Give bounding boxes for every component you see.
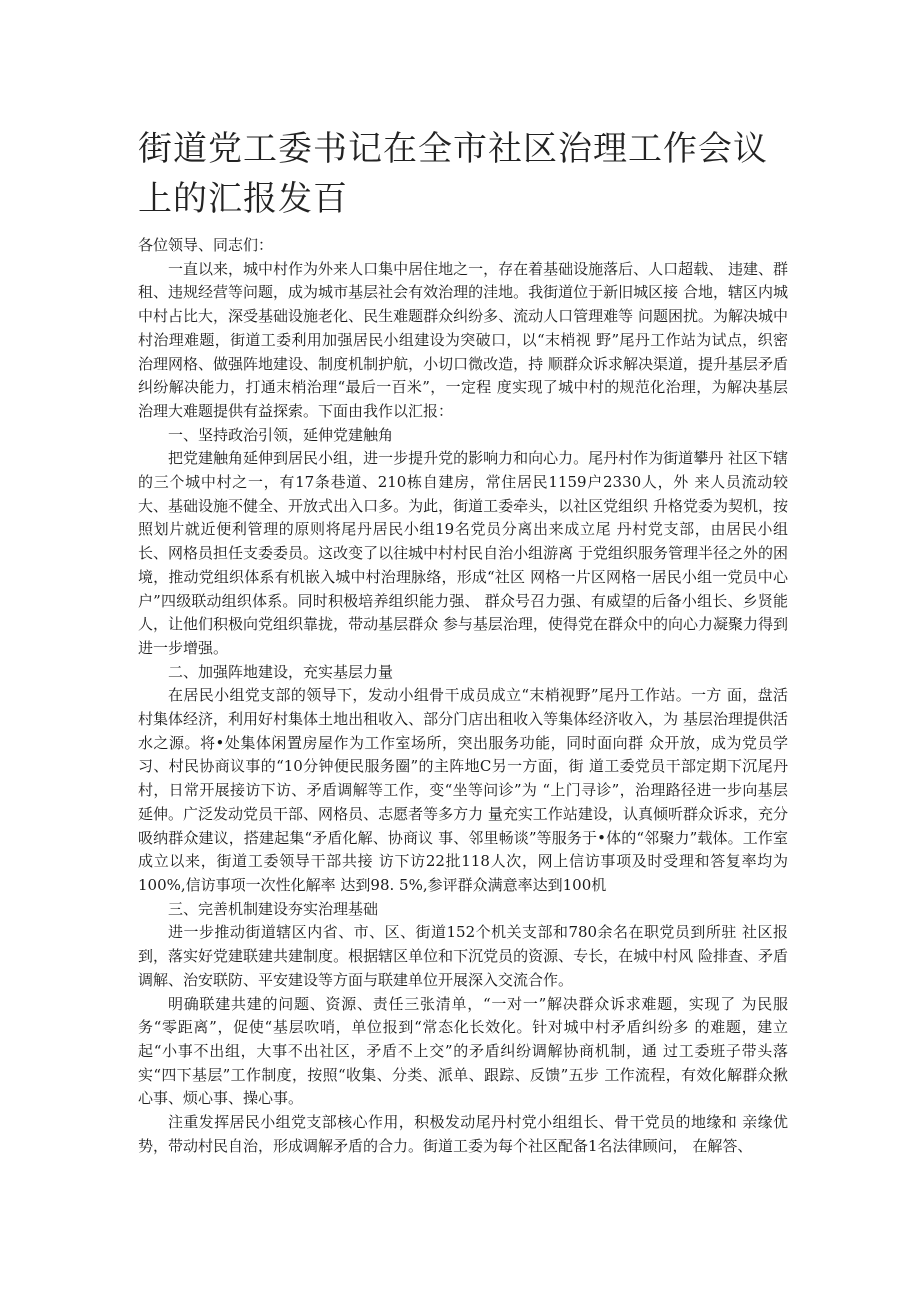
intro-paragraph: 一直以来，城中村作为外来人口集中居住地之一，存在着基础设施落后、人口超载、 违建、群租、违规经营等问题，成为城市基层社会有效治理的洼地。我街道位于新旧城区接 合地，辖区内城中村占比大，深受基础设施老化、民生难题群众纠纷多、流动人口管理难等 问题困扰。为解决城中村治理难题，街道工委利用加强居民小组建设为突破口，以“末梢视 野”尾丹工作站为试点，织密治理网格、做强阵地建设、制度机制护航，小切口微改造，持 顺群众诉求解决渠道，提升基层矛盾纠纷解决能力，打通末梢治理“最后一百米”，一定程 度实现了城中村的规范化治理，为解决基层治理大难题提供有益探索。下面由我作以汇报：: [138, 259, 788, 420]
section-3-paragraph-1: 进一步推动街道辖区内省、市、区、街道152个机关支部和780余名在职党员到所驻 社区报到，落实好党建联建共建制度。根据辖区单位和下沉党员的资源、专长，在城中村风 险排查、矛盾调解、治安联防、平安建设等方面与联建单位开展深入交流合作。: [138, 923, 788, 989]
salutation: 各位领导、同志们：: [138, 236, 274, 254]
section-2-heading: 二、加强阵地建设，充实基层力量: [168, 662, 394, 681]
section-3-paragraph-2: 明确联建共建的问题、资源、责任三张清单，“一对一”解决群众诉求难题，实现了 为民服务“零距离”，促使“基层吹哨，单位报到“常态化长效化。针对城中村矛盾纠纷多 的难题，建立起“小事不出组，大事不出社区，矛盾不上交”的矛盾纠纷调解协商机制，通 过工委班子带头落实“四下基层”工作制度，按照“收集、分类、派单、跟踪、反馈”五步 工作流程，有效化解群众揪心事、烦心事、操心事。: [138, 994, 788, 1108]
section-1-paragraph: 把党建触角延伸到居民小组，进一步提升党的影响力和向心力。尾丹村作为街道攀丹 社区下辖的三个城中村之一，有17条巷道、210栋自建房，常住居民1159户2330人，外 来人员流动较大、基础设施不健全、开放式出入口多。为此，街道工委牵头，以社区党组织 升格党委为契机，按照划片就近便利管理的原则将尾丹居民小组19名党员分离出来成立尾 丹村党支部，由居民小组长、网格员担任支委委员。这改变了以往城中村村民自治小组游离 于党组织服务管理半径之外的困境，推动党组织体系有机嵌入城中村治理脉络，形成“社区 网格一片区网格一居民小组一党员中心户”四级联动组织体系。同时积极培养组织能力强、 群众号召力强、有威望的后备小组长、乡贤能人，让他们积极向党组织靠拢，带动基层群众 参与基层治理，使得党在群众中的向心力凝聚力得到进一步增强。: [138, 449, 788, 657]
section-2-paragraph: 在居民小组党支部的领导下，发动小组骨干成员成立“末梢视野”尾丹工作站。一方 面，盘活村集体经济，利用好村集体土地出租收入、部分门店出租收入等集体经济收入，为 基层治理提供活水之源。将•处集体闲置房屋作为工作室场所，突出服务功能，同时面向群 众开放，成为党员学习、村民协商议事的“10分钟便民服务圈”的主阵地C另一方面，街 道工委党员干部定期下沉尾丹村，日常开展接访下访、矛盾调解等工作，变“坐等问诊”为 “上门寻诊”，治理路径进一步向基层延伸。广泛发动党员干部、网格员、志愿者等多方力 量充实工作站建设，认真倾听群众诉求，充分吸纳群众建议，搭建起集“矛盾化解、协商议 事、邻里畅谈”等服务于•体的“邻聚力”载体。工作室成立以来，街道工委领导干部共接 访下访22批118人次，网上信访事项及时受理和答复率均为100%,信访事项一次性化解率 达到98. 5%,参评群众满意率达到100机: [138, 686, 788, 894]
document-body: [138, 234, 788, 1158]
document-title: 街道党工委书记在全市社区治理工作会议上的汇报发百: [138, 129, 768, 219]
section-3-heading: 三、完善机制建设夯实治理基础: [168, 899, 379, 918]
section-3-paragraph-3: 注重发挥居民小组党支部核心作用，积极发动尾丹村党小组组长、骨干党员的地缘和 亲缘优势，带动村民自治，形成调解矛盾的合力。街道工委为每个社区配备1名法律顾问， 在解答、: [138, 1113, 788, 1155]
section-1-heading: 一、坚持政治引领，延伸党建触角: [168, 425, 394, 444]
